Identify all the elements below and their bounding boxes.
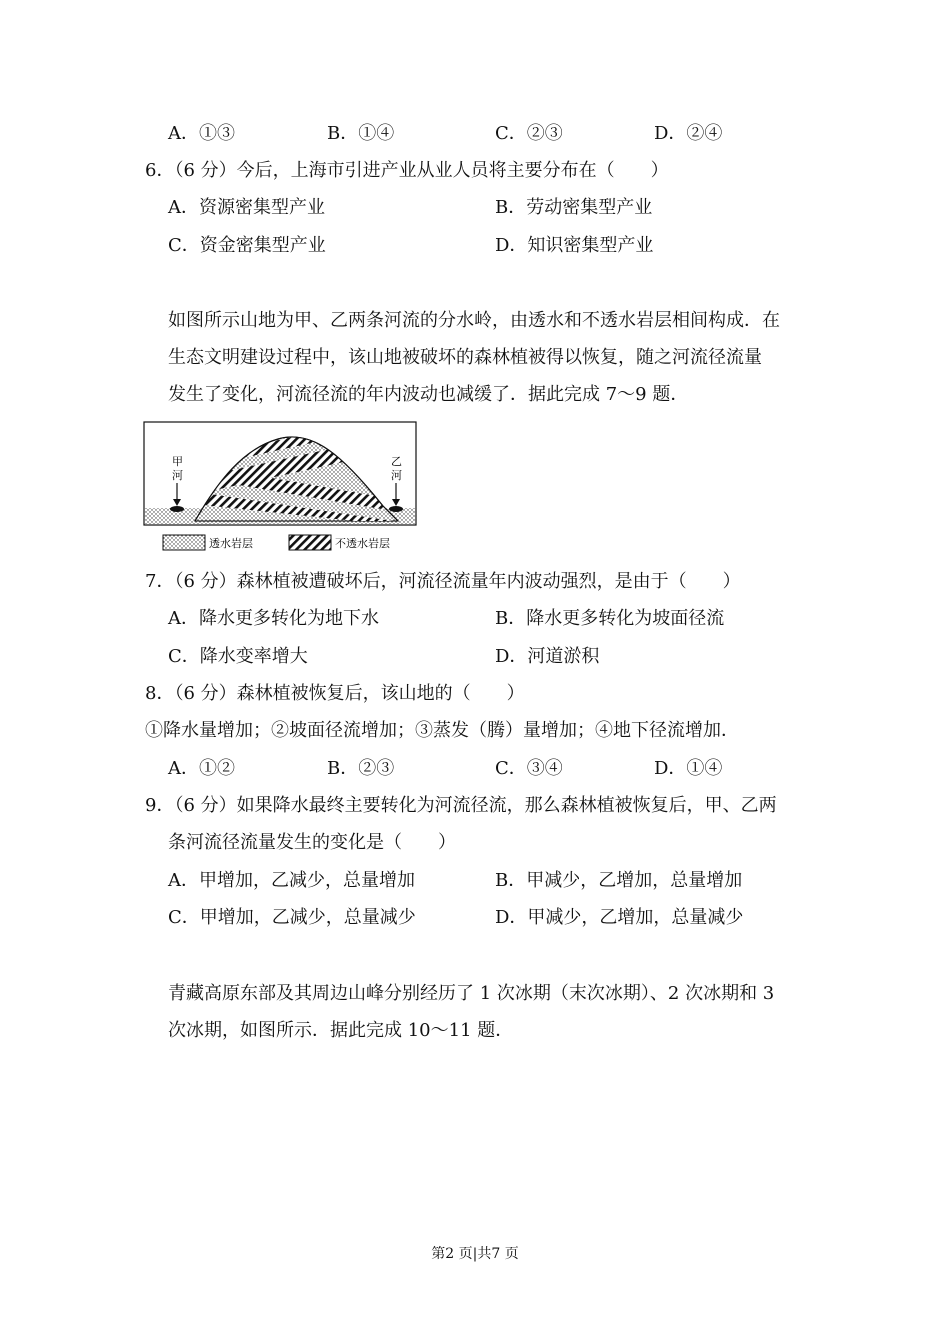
q8-option-d: D．①④ [654,758,723,779]
legend-permeable-swatch [163,535,205,550]
q9-option-d: D．甲减少，乙增加，总量减少 [495,907,744,928]
q7-option-b: B．降水更多转化为坡面径流 [495,608,725,629]
watershed-cross-section-figure [143,421,418,556]
q6-option-c: C．资金密集型产业 [168,235,326,256]
passage1-line-1: 如图所示山地为甲、乙两条河流的分水岭，由透水和不透水岩层相间构成．在 [168,310,780,331]
q8-stem: 8．（6 分）森林植被恢复后，该山地的（ ） [145,683,525,704]
q8-option-b: B．②③ [327,758,395,779]
left-river-label-char-2: 河 [172,469,183,482]
q9-option-a: A．甲增加，乙减少，总量增加 [168,870,415,891]
q7-option-c: C．降水变率增大 [168,646,308,667]
passage2-line-2: 次冰期，如图所示．据此完成 10～11 题． [168,1020,514,1041]
q8-option-c: C．③④ [495,758,563,779]
q7-option-a: A．降水更多转化为地下水 [168,608,379,629]
q5-option-d: D．②④ [654,123,723,144]
q6-option-b: B．劳动密集型产业 [495,197,653,218]
passage1-line-2: 生态文明建设过程中，该山地被破坏的森林植被得以恢复，随之河流径流量 [168,347,762,368]
q8-statements: ①降水量增加；②坡面径流增加；③蒸发（腾）量增加；④地下径流增加． [145,720,739,741]
q7-stem: 7．（6 分）森林植被遭破坏后，河流径流量年内波动强烈，是由于（ ） [145,571,741,592]
q5-option-a: A．①③ [168,123,235,144]
river-yi-channel [389,506,403,512]
q5-option-c: C．②③ [495,123,563,144]
q6-option-a: A．资源密集型产业 [168,197,325,218]
q9-option-c: C．甲增加，乙减少，总量减少 [168,907,416,928]
q5-option-b: B．①④ [327,123,395,144]
passage1-line-3: 发生了变化，河流径流的年内波动也减缓了．据此完成 7～9 题． [168,384,689,405]
legend-impermeable-label: 不透水岩层 [335,537,390,550]
q9-stem-line-1: 9．（6 分）如果降水最终主要转化为河流径流，那么森林植被恢复后，甲、乙两 [145,795,777,816]
river-jia-channel [170,506,184,512]
left-river-label-char-1: 甲 [172,455,183,468]
q9-option-b: B．甲减少，乙增加，总量增加 [495,870,743,891]
q7-option-d: D．河道淤积 [495,646,600,667]
q6-option-d: D．知识密集型产业 [495,235,654,256]
legend-impermeable-swatch [289,535,331,550]
legend-permeable-label: 透水岩层 [209,537,253,550]
q9-stem-line-2: 条河流径流量发生的变化是（ ） [168,832,456,853]
right-river-label-char-1: 乙 [391,455,402,468]
right-river-label-char-2: 河 [391,469,402,482]
q8-option-a: A．①② [168,758,235,779]
page-footer: 第2 页|共7 页 [431,1246,519,1262]
q6-stem: 6．（6 分）今后，上海市引进产业从业人员将主要分布在（ ） [145,160,669,181]
passage2-line-1: 青藏高原东部及其周边山峰分别经历了 1 次冰期（末次冰期）、2 次冰期和 3 [168,983,775,1004]
